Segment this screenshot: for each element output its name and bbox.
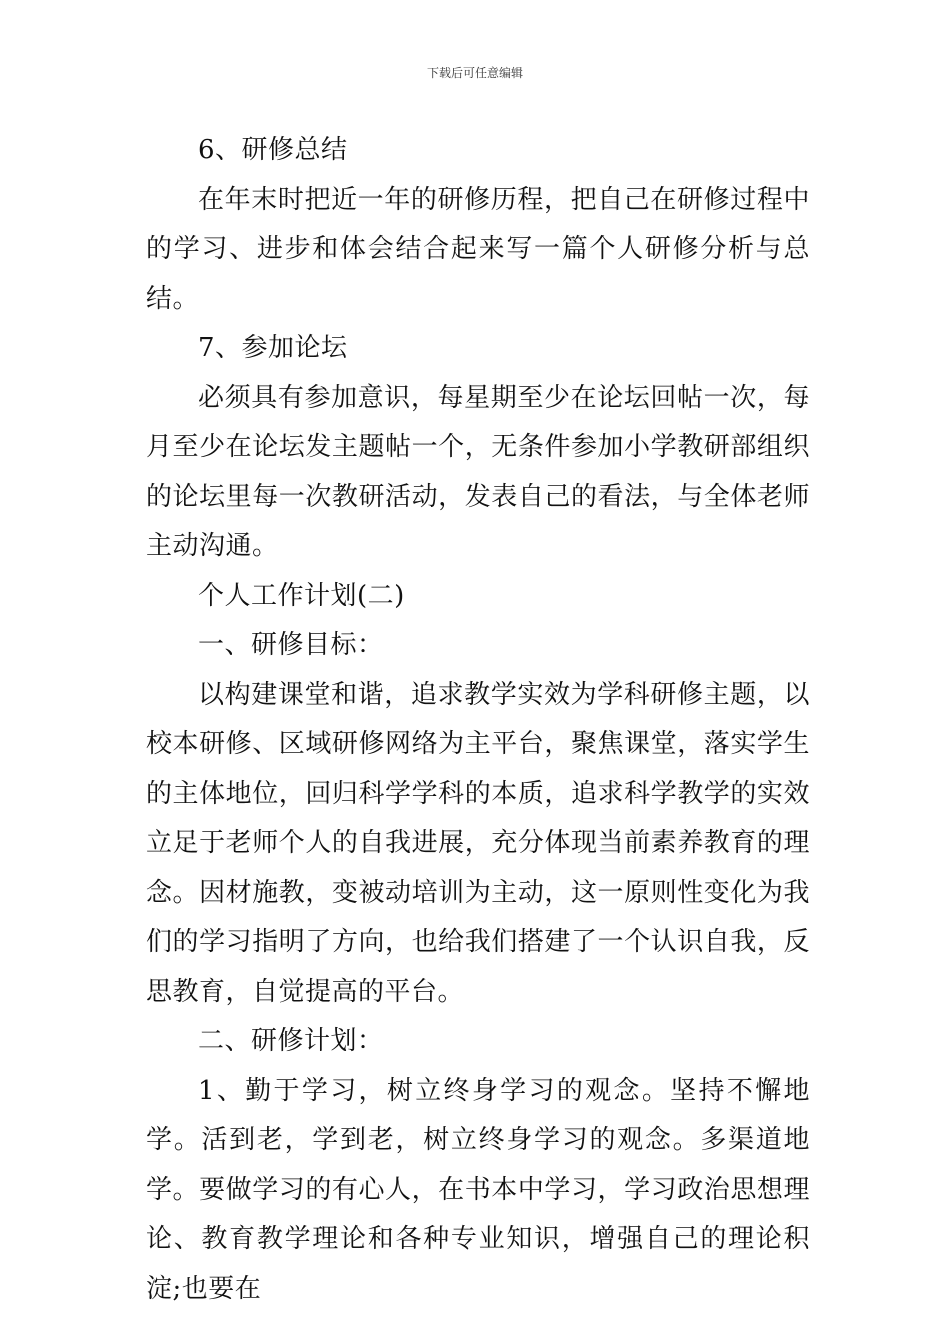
paragraph-plan-item-1: 1、勤于学习，树立终身学习的观念。坚持不懈地学。活到老，学到老，树立终身学习的观念。多渠道地学。要做学习的有心人，在书本中学习，学习政治思想理论、教育教学理论和各种专业知识，增强自己的理论积淀;也要在 (146, 1075, 810, 1304)
section-heading-goals: 一、研修目标： (198, 630, 384, 660)
section-heading-forum: 7、参加论坛 (198, 333, 348, 363)
section-heading-summary: 6、研修总结 (198, 135, 348, 165)
plan-title: 个人工作计划(二) (198, 580, 405, 611)
section-heading-plan: 二、研修计划： (198, 1026, 384, 1056)
paragraph-forum: 必须具有参加意识，每星期至少在论坛回帖一次，每月至少在论坛发主题帖一个，无条件参加小学教研部组织的论坛里每一次教研活动，发表自己的看法，与全体老师主动沟通。 (146, 382, 810, 561)
page-header-note: 下载后可任意编辑 (426, 66, 523, 80)
paragraph-summary: 在年末时把近一年的研修历程，把自己在研修过程中的学习、进步和体会结合起来写一篇个人研修分析与总结。 (146, 184, 810, 314)
document-body (146, 126, 810, 1314)
paragraph-goals: 以构建课堂和谐，追求教学实效为学科研修主题，以校本研修、区域研修网络为主平台，聚焦课堂，落实学生的主体地位，回归科学学科的本质，追求科学教学的实效立足于老师个人的自我进展，充分体现当前素养教育的理念。因材施教，变被动培训为主动，这一原则性变化为我们的学习指明了方向，也给我们搭建了一个认识自我，反思教育，自觉提高的平台。 (146, 679, 810, 1007)
